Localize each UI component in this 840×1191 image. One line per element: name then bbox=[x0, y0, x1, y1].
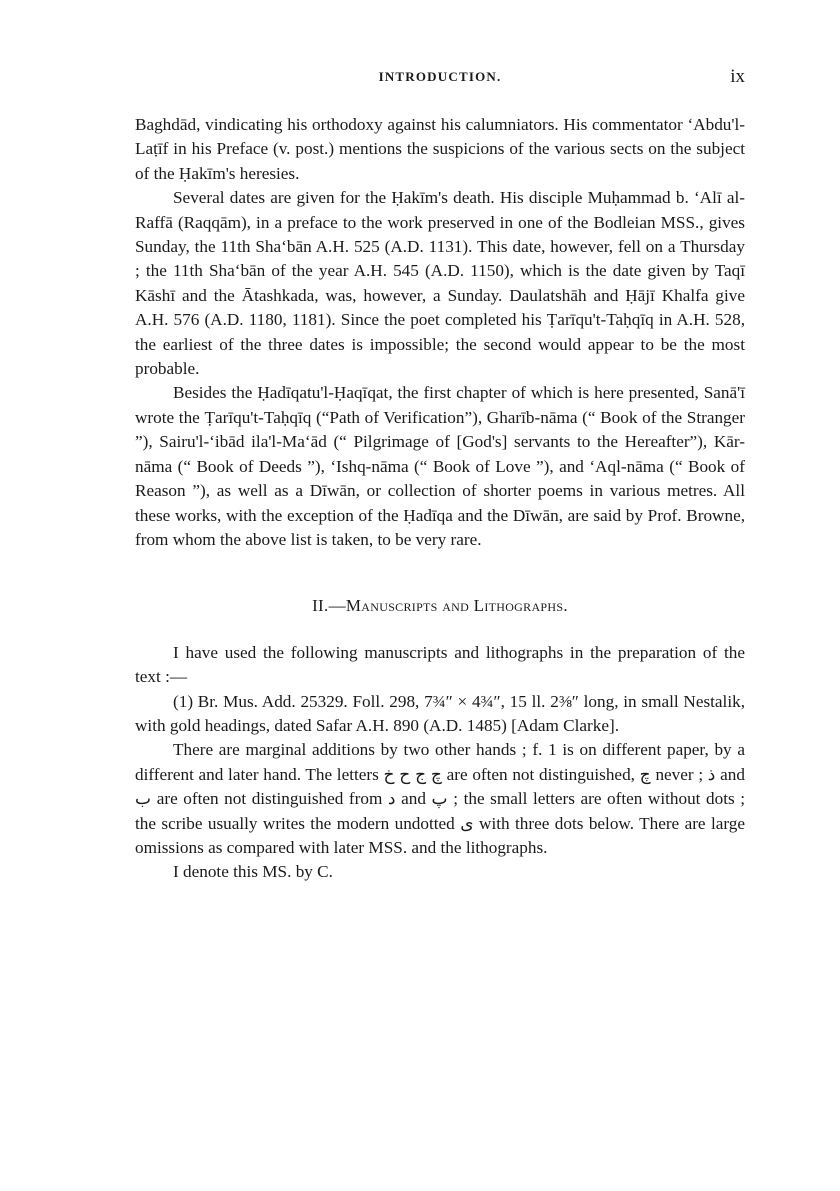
paragraph-marginal-notes: There are marginal additions by two other hands ; f. 1 is on different paper, by a different and later hand. The letters چ ج ح خ are often not distinguished, چ never ; ذ and ب are often not distinguished from د and پ ; the small letters are often without dots ; the scribe usually writes the modern undotted ی with three dots below. There are large omissions as compared with later MSS. and the lithographs. bbox=[135, 740, 746, 857]
section-title: Manuscripts and Lithographs. bbox=[345, 596, 568, 616]
page-header bbox=[135, 66, 745, 90]
paragraph-works: Besides the Ḥadīqatu'l-Ḥaqīqat, the first chapter of which is here presented, Sanā'ī wrote the Ṭarīqu't-Taḥqīq (“Path of Verification”), Gharīb-nāma (“ Book of the Stranger ”), Sairu'l-‘ibād ila'l-Ma‘ād (“ Pilgrimage of [God's] servants to the Hereafter”), Kār-nāma (“ Book of Deeds ”), ‘Ishq-nāma (“ Book of Love ”), and ‘Aql-nāma (“ Book of Reason ”), as well as a Dīwān, or collection of shorter poems in various metres. All these works, with the exception of the Ḥadīqa and the Dīwān, are said by Prof. Browne, from whom the above list is taken, to be very rare. bbox=[135, 383, 745, 549]
section-heading bbox=[135, 594, 745, 618]
page-number: ix bbox=[730, 66, 745, 87]
paragraph-manuscript-1: (1) Br. Mus. Add. 25329. Foll. 298, 7¾″ × 4¾″, 15 ll. 2⅜″ long, in small Nestalik, with gold headings, dated Safar A.H. 890 (A.D. 1485) [Adam Clarke]. bbox=[135, 691, 745, 735]
section-number: II.— bbox=[312, 596, 346, 616]
body-text bbox=[135, 113, 745, 885]
paragraph-denotation: I denote this MS. by C. bbox=[173, 862, 333, 882]
running-title: INTRODUCTION. bbox=[378, 69, 502, 84]
paragraph-intro-manuscripts: I have used the following manuscripts and lithographs in the preparation of the text :— bbox=[135, 642, 745, 687]
paragraph-continuation: Baghdād, vindicating his orthodoxy against his calumniators. His commentator ‘Abdu'l-Laṭīf in his Preface (v. post.) mentions the suspicions of the various sects on the subject of the Ḥakīm's heresies. bbox=[135, 115, 745, 183]
paragraph-death-dates: Several dates are given for the Ḥakīm's death. His disciple Muḥammad b. ‘Alī al-Raffā (Raqqām), in a preface to the work preserved in one of the Bodleian MSS., gives Sunday, the 11th Sha‘bān A.H. 525 (A.D. 1131). This date, however, fell on a Thursday ; the 11th Sha‘bān of the year A.H. 545 (A.D. 1150), which is the date given by Taqī Kāshī and the Ātashkada, was, however, a Sunday. Daulatshāh and Ḥājī Khalfa give A.H. 576 (A.D. 1180, 1181). Since the poet completed his Ṭarīqu't-Taḥqīq in A.H. 528, the earliest of the three dates is impossible; the second would appear to be the most probable. bbox=[135, 188, 745, 379]
